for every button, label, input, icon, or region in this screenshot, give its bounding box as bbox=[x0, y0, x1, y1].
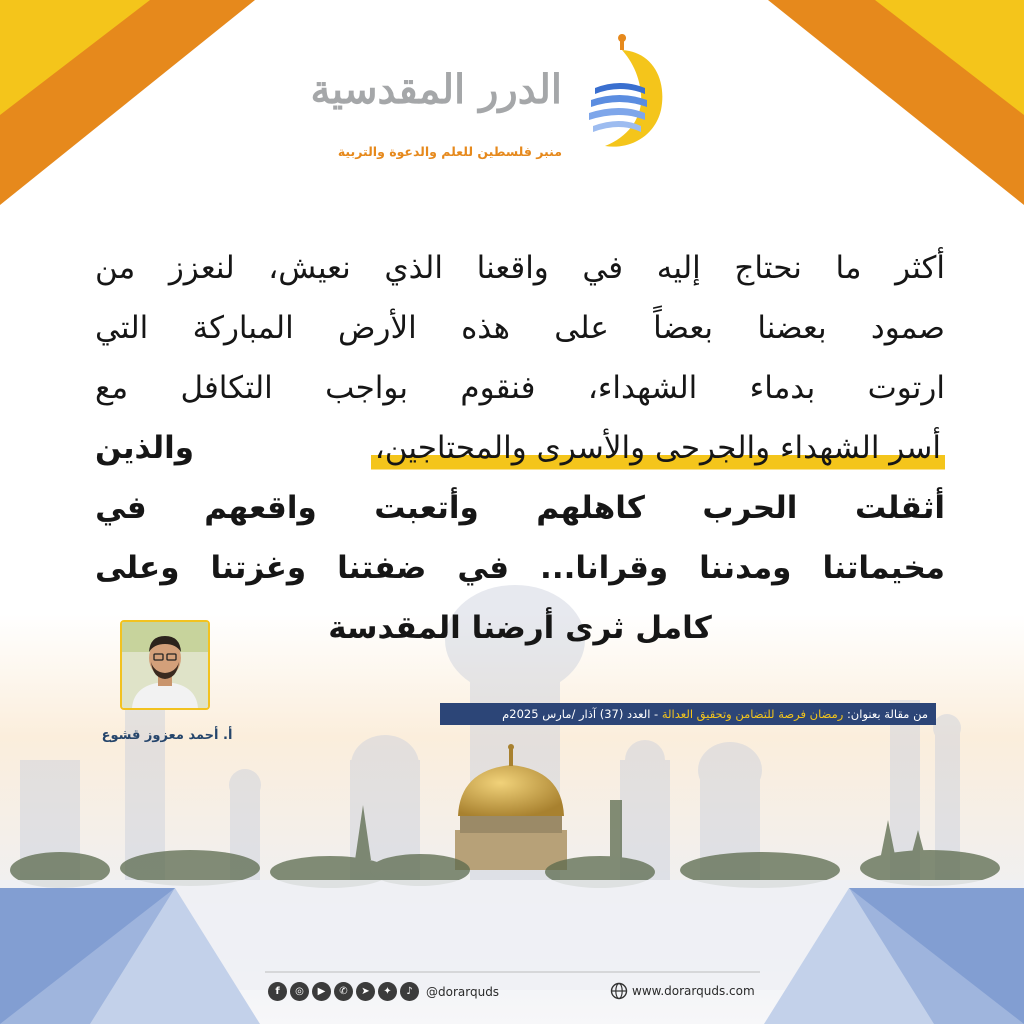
website-url[interactable]: www.dorarquds.com bbox=[632, 984, 755, 998]
quote-word: فنقوم bbox=[460, 370, 536, 406]
quote-word: الذي bbox=[384, 250, 443, 286]
issue-info: - العدد (37) آذار /مارس 2025م bbox=[502, 707, 659, 721]
highlighted-phrase: أسر الشهداء والجرحى والأسرى والمحتاجين، bbox=[371, 418, 945, 478]
quote-word: بعضنا bbox=[757, 310, 827, 346]
quote-word: كاهلهم bbox=[536, 490, 645, 526]
quote-word: وقرانا... bbox=[540, 550, 669, 586]
brand-title: الدرر المقدسية bbox=[310, 66, 562, 113]
quote-word: الأرض bbox=[338, 310, 417, 346]
quote-line-2 bbox=[95, 298, 945, 358]
quote-word: واقعهم bbox=[204, 490, 317, 526]
quote-word: ما bbox=[835, 250, 862, 286]
quote-word: نعيش، bbox=[268, 250, 351, 286]
quote-word: هذه bbox=[461, 310, 510, 346]
source-prefix: من مقالة بعنوان: bbox=[846, 707, 928, 721]
quote-word: الشهداء، bbox=[587, 370, 698, 406]
quote-word: ارتوت bbox=[867, 370, 945, 406]
whatsapp-icon[interactable]: ✆ bbox=[334, 982, 353, 1001]
quote-word: نحتاج bbox=[734, 250, 802, 286]
youtube-icon[interactable]: ▶ bbox=[312, 982, 331, 1001]
quote-word: بواجب bbox=[325, 370, 408, 406]
quote-word: في bbox=[95, 490, 147, 526]
facebook-icon[interactable]: f bbox=[268, 982, 287, 1001]
tiktok-icon[interactable]: ♪ bbox=[400, 982, 419, 1001]
quote-word: كامل ثرى أرضنا المقدسة bbox=[328, 610, 712, 646]
quote-line-1 bbox=[95, 238, 945, 298]
quote-word: على bbox=[554, 310, 609, 346]
social-links bbox=[268, 982, 499, 1001]
quote-word: ضفتنا bbox=[337, 550, 427, 586]
quote-line-7 bbox=[95, 598, 945, 658]
quote-word: أثقلت bbox=[854, 490, 945, 526]
quote-word: ومدننا bbox=[699, 550, 792, 586]
quote-word: التكافل bbox=[180, 370, 273, 406]
quote-word: لنعزز bbox=[168, 250, 235, 286]
quote-word: صمود bbox=[870, 310, 945, 346]
quote-line-5 bbox=[95, 478, 945, 538]
quote-word: بعضاً bbox=[653, 310, 714, 346]
author-name: أ. أحمد معزوز قشوع bbox=[101, 728, 233, 743]
logo bbox=[310, 28, 680, 168]
globe-icon bbox=[610, 982, 628, 1000]
quote-word: مخيماتنا bbox=[822, 550, 945, 586]
quote-line-3 bbox=[95, 358, 945, 418]
quote-text bbox=[95, 238, 945, 658]
quote-word: وأتعبت bbox=[374, 490, 479, 526]
quote-word: في bbox=[457, 550, 510, 586]
quote-word: وعلى bbox=[95, 550, 180, 586]
quote-word: من bbox=[95, 250, 136, 286]
quote-word: التي bbox=[95, 310, 149, 346]
brand-tagline: منبر فلسطين للعلم والدعوة والتربية bbox=[337, 144, 562, 159]
quote-word: أكثر bbox=[895, 250, 945, 286]
source-banner bbox=[440, 703, 936, 725]
quote-word: إليه bbox=[656, 250, 701, 286]
quote-line-6 bbox=[95, 538, 945, 598]
quote-word: واقعنا bbox=[476, 250, 549, 286]
author-avatar bbox=[120, 620, 210, 710]
logo-crescent-icon bbox=[575, 28, 670, 158]
twitter-icon[interactable]: ✦ bbox=[378, 982, 397, 1001]
social-handle[interactable]: @dorarquds bbox=[426, 984, 500, 999]
quote-word: الحرب bbox=[702, 490, 798, 526]
instagram-icon[interactable]: ◎ bbox=[290, 982, 309, 1001]
quote-word: وغزتنا bbox=[210, 550, 307, 586]
quote-word: بدماء bbox=[749, 370, 816, 406]
article-title: رمضان فرصة للتضامن وتحقيق العدالة bbox=[661, 707, 844, 721]
telegram-icon[interactable]: ➤ bbox=[356, 982, 375, 1001]
quote-word: والذين bbox=[95, 430, 194, 466]
quote-word: في bbox=[582, 250, 624, 286]
quote-word: مع bbox=[95, 370, 129, 406]
author-portrait-icon bbox=[122, 622, 208, 708]
website-link[interactable] bbox=[610, 982, 755, 1000]
quote-word: المباركة bbox=[192, 310, 294, 346]
quote-line-4 bbox=[95, 418, 945, 478]
